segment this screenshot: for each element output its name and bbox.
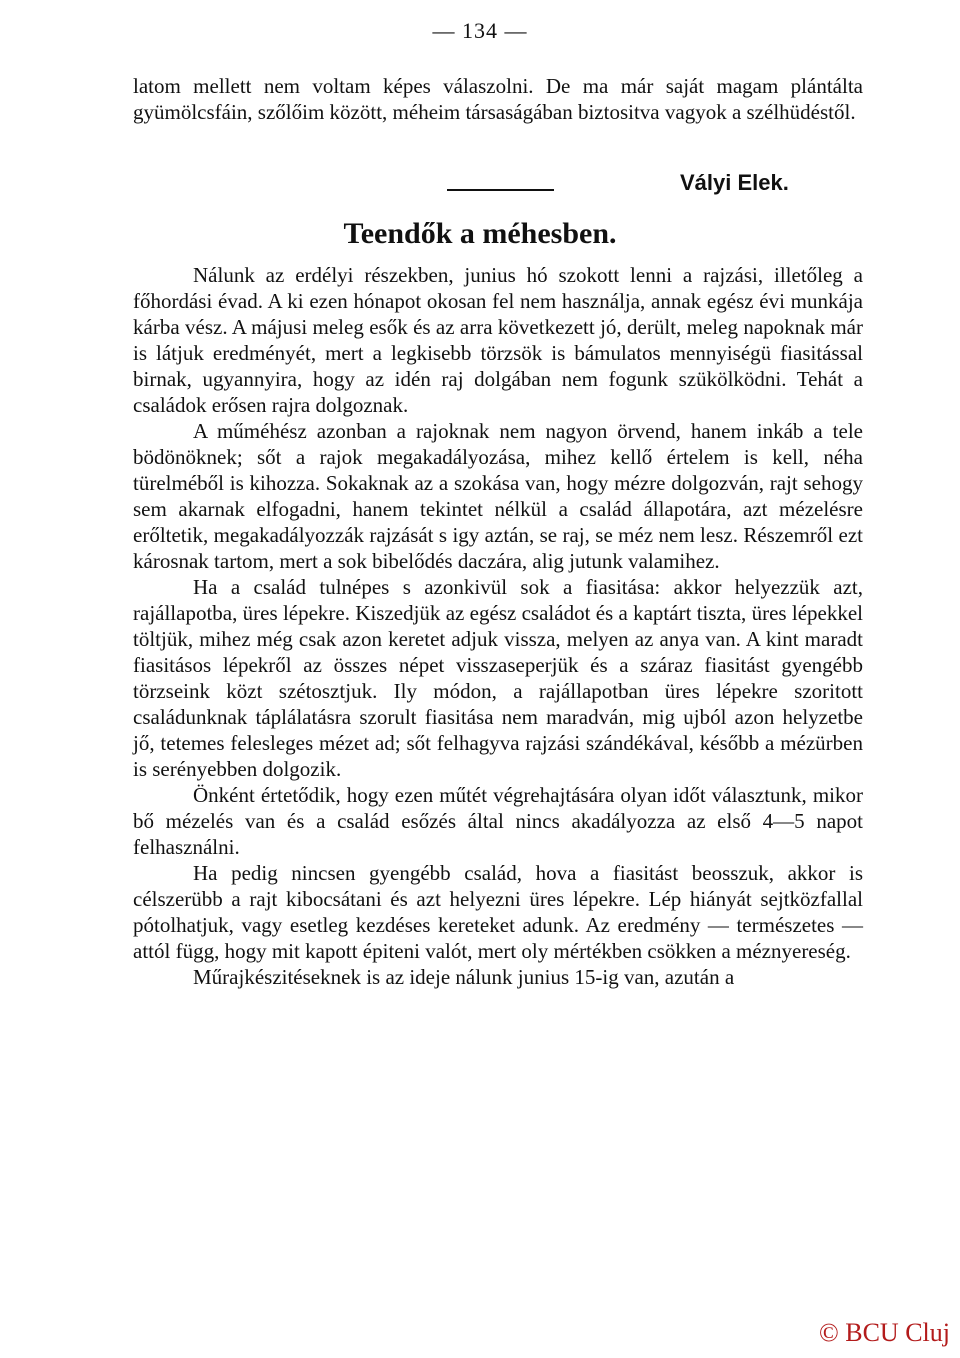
page-number: — 134 — (432, 18, 528, 43)
paragraph: A műméhész azonban a rajoknak nem nagyon örvend, hanem inkáb a tele bödönöknek; sőt a rajok megakadályozása, mihez kellő értelem is kell, néha türelméből is kihozza. Sokaknak az a szokása van, hogy mézre dolgozván, rajt sehogy sem akarnak elfogadni, hanem tekintet nélkül a család állapotára, azt mézelésre erőltetik, megakadályozzák rajzását s igy aztán, se raj, se méz nem lesz. Részemről ezt károsnak tartom, mert a sok bibelődés daczára, alig jutunk valamihez. (133, 419, 863, 573)
intro-paragraph: latom mellett nem voltam képes válaszolni. De ma már saját magam plántálta gyümölcsfáin, szőlőim között, méheim társaságában biztositva vagyok a szélhüdéstől. (133, 74, 863, 124)
paragraph: Ha pedig nincsen gyengébb család, hova a fiasitást beosszuk, akkor is célszerübb a rajt kibocsátani és azt helyezni üres lépekre. Lép hiányát sejtközfallal pótolhatjuk, vagy esetleg kezdéses kereteket adunk. Az eredmény — természetes — attól függ, hogy mit kapott épiteni valót, mert oly mértékben csökken a méznyereség. (133, 861, 863, 963)
section-title: Teendők a méhesben. (343, 217, 617, 250)
paragraph: Nálunk az erdélyi részekben, junius hó szokott lenni a rajzási, illetőleg a főhordási évad. A ki ezen hónapot okosan fel nem használja, annak egész évi munkája kárba vész. A májusi meleg esők és az arra következett jó, derült, meleg napoknak már is látjuk eredményét, mert a legkisebb törzsök is bámulatos mennyiségü fiasitással birnak, ugyannyira, hogy az idén raj dolgában nem fogunk szükölködni. Tehát a családok erősen rajra dolgoznak. (133, 263, 863, 417)
intro-paragraph-block (133, 73, 863, 125)
paragraph: Önként értetődik, hogy ezen műtét végrehajtására olyan időt választunk, mikor bő mézelés van és a család esőzés által nincs akadályozza az első 4—5 napot felhasználni. (133, 783, 863, 859)
paragraph: Műrajkészitéseknek is az ideje nálunk junius 15-ig van, azután a (193, 965, 735, 989)
paragraph: Ha a család tulnépes s azonkivül sok a fiasitása: akkor helyezzük azt, rajállapotba, üres lépekre. Kiszedjük az egész családot és a kaptárt tiszta, üres lépekkel töltjük, mihez még csak azon keretet adjuk vissza, melyen az anya van. A kint maradt fiasitásos lépekről az összes népet visszaseperjük és a száraz fiasitást gyengébb törzseink közt szétosztjuk. Ily módon, a rajállapotban üres lépekre szoritott családunknak táplálatásra szorult fiasitása nem maradván, mig ujból azon helyzetbe jő, tetemes felesleges mézet ad; sőt felhagyva rajzási szándékával, később a mézürben is serényebben dolgozik. (133, 575, 863, 781)
copyright-watermark: © BCU Cluj (818, 1318, 950, 1347)
article-body (133, 262, 863, 990)
author-signature: Vályi Elek. (680, 170, 789, 195)
separator-rule (447, 189, 554, 191)
